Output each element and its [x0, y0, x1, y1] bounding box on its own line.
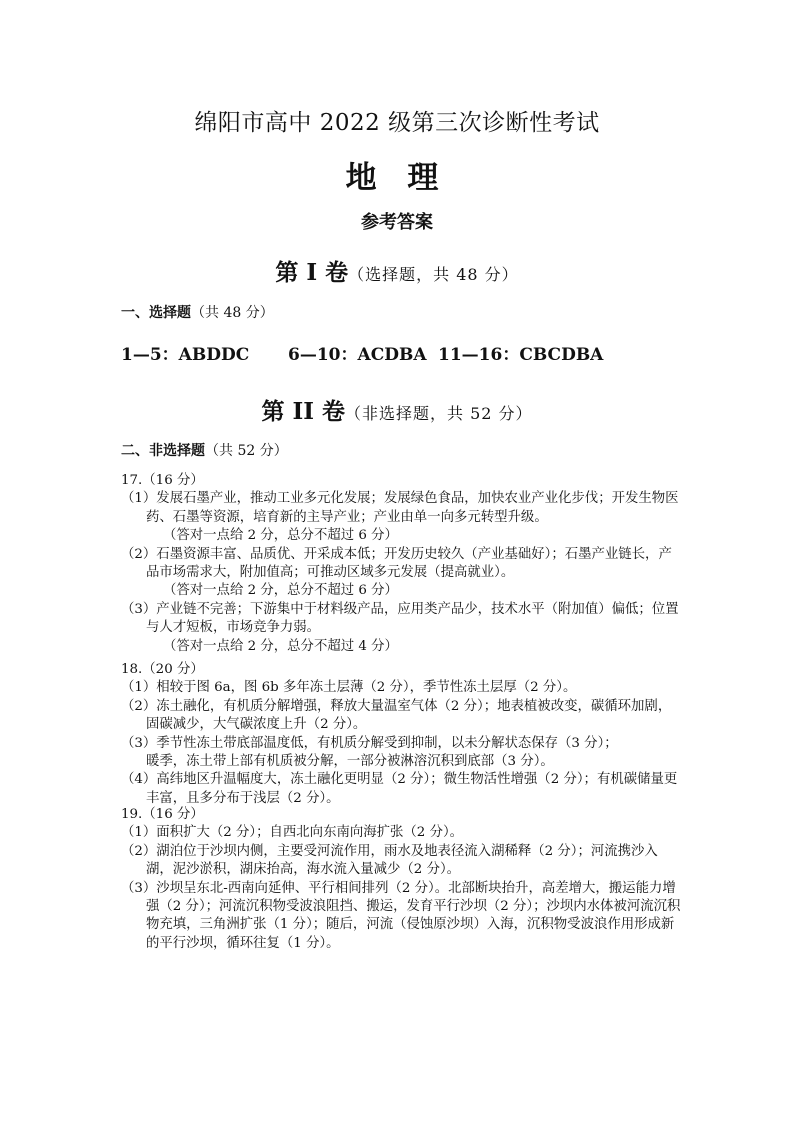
question-19: [121, 806, 681, 953]
exam-title: 绵阳市高中 2022 级第三次诊断性考试: [194, 110, 600, 136]
scoring-note: （答对一点给 2 分，总分不超过 4 分）: [163, 638, 398, 654]
scoring-note: （答对一点给 2 分，总分不超过 6 分）: [163, 583, 398, 599]
volume-1-title: 第 I 卷: [275, 259, 349, 286]
answer-part-continued: 暖季，冻土带上部有机质被分解，一部分被淋溶沉积到底部（3 分）。: [146, 754, 554, 770]
volume-2-title: 第 II 卷: [261, 398, 345, 425]
answer-key-title: 参考答案: [361, 212, 433, 233]
volume-2-subtitle: （非选择题，共 52 分）: [345, 404, 533, 423]
mc-range: 6—10：: [288, 345, 358, 365]
answer-part: （1）面积扩大（2 分）；自西北向东南向海扩张（2 分）。: [121, 825, 464, 841]
multiple-choice-answers: [121, 340, 603, 365]
volume-2-heading: [0, 393, 794, 426]
mc-group-1: [121, 340, 288, 365]
answer-part: （3）沙坝呈东北-西南向延伸、平行相间排列（2 分）。北部断块抬升，高差增大，搬运能力增强（2 分）；河流沉积物受波浪阻挡、搬运，发育平行沙坝（2 分）；沙坝内水体被河流沉积物充填，三角洲扩张（1 分）；随后，河流（侵蚀原沙坝）入海，沉积物受波浪作用形成新的平行沙坝，循环往复（1 分）。: [121, 880, 681, 951]
mc-range: 11—16：: [438, 345, 520, 365]
scoring-note: （答对一点给 2 分，总分不超过 6 分）: [163, 528, 398, 544]
question-18: [121, 661, 681, 808]
section-2-heading: [121, 440, 288, 460]
answer-part: （4）高纬地区升温幅度大，冻土融化更明显（2 分）；微生物活性增强（2 分）；有机碳储量更丰富，且多分布于浅层（2 分）。: [121, 772, 678, 806]
answer-part: （1）发展石墨产业，推动工业多元化发展；发展绿色食品，加快农业产业化步伐；开发生物医药、石墨等资源，培育新的主导产业；产业由单一向多元转型升级。: [121, 491, 679, 525]
mc-group-3: [438, 340, 603, 365]
answer-part: （3）季节性冻土带底部温度低，有机质分解受到抑制，以未分解状态保存（3 分）；: [121, 735, 618, 751]
answer-part: （2）湖泊位于沙坝内侧，主要受河流作用，雨水及地表径流入湖稀释（2 分）；河流携沙入湖，泥沙淤积，湖床抬高，海水流入量减少（2 分）。: [121, 843, 658, 878]
answer-part: （1）相较于图 6a，图 6b 多年冻土层薄（2 分），季节性冻土层厚（2 分）。: [121, 680, 577, 696]
section-1-count: （共 48 分）: [191, 305, 274, 321]
volume-1-subtitle: （选择题，共 48 分）: [348, 265, 519, 284]
question-number: 19.（16 分）: [121, 807, 204, 822]
answer-part: （3）产业链不完善；下游集中于材料级产品，应用类产品少，技术水平（附加值）偏低；位置与人才短板，市场竞争力弱。: [121, 601, 679, 636]
volume-1-heading: [0, 254, 794, 287]
question-17: [121, 472, 681, 656]
mc-answers: ABDDC: [178, 345, 250, 365]
question-number: 18.（20 分）: [121, 662, 204, 677]
mc-answers: CBCDBA: [519, 345, 604, 365]
section-1-heading: [121, 302, 274, 322]
mc-group-2: [288, 340, 438, 365]
subject-title: 地 理: [345, 160, 449, 196]
answer-part: （2）石墨资源丰富、品质优、开采成本低；开发历史较久（产业基础好）；石墨产业链长，产品市场需求大，附加值高；可推动区域多元发展（提高就业）。: [121, 546, 672, 581]
question-number: 17.（16 分）: [121, 473, 204, 488]
mc-range: 1—5：: [121, 345, 179, 365]
section-2-title: 二、非选择题: [121, 443, 205, 459]
section-1-title: 一、选择题: [121, 305, 191, 321]
mc-answers: ACDBA: [357, 345, 427, 365]
answer-part: （2）冻土融化，有机质分解增强，释放大量温室气体（2 分）；地表植被改变，碳循环加剧，固碳减少，大气碳浓度上升（2 分）。: [121, 698, 672, 733]
section-2-count: （共 52 分）: [205, 443, 288, 459]
